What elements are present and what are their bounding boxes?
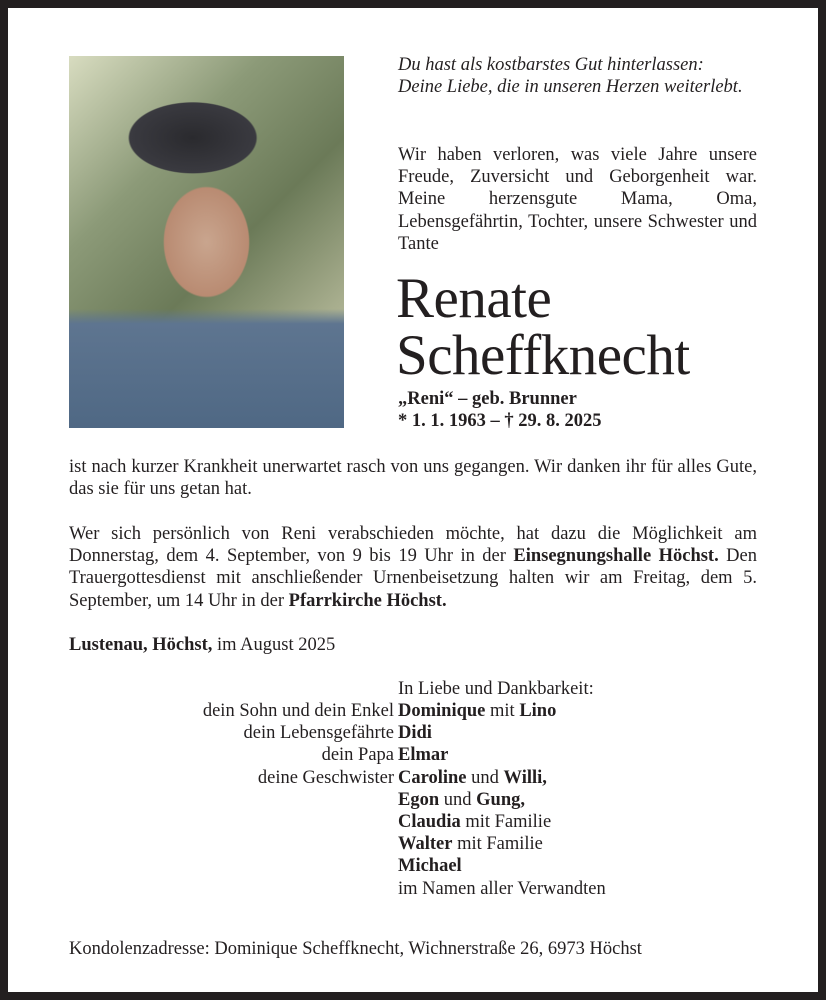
obituary-page [8, 8, 818, 992]
name-part: Walter [398, 834, 453, 855]
portrait-photo [69, 56, 344, 428]
relation-label [69, 833, 398, 855]
name-part: Caroline [398, 767, 467, 788]
relation-label: dein Lebensgefährte [243, 723, 394, 744]
t: Den Trauergottesdienst mit anschließender Urnenbeisetzung halten wir am Freitag, dem 5. September, um 14 Uhr in der [69, 546, 757, 611]
condolence-address: Kondolenzadresse: Dominique Scheffknecht, Wichnerstraße 26, 6973 Höchst [69, 939, 642, 959]
relation-label [69, 811, 398, 833]
name-part: Elmar [398, 745, 449, 766]
name-part: Willi, [503, 767, 547, 788]
t: Wer sich persönlich von Reni verabschieden möchte, hat dazu die Möglichkeit am Donnerstag, dem 4. September, von 9 bis 19 Uhr in der [69, 524, 757, 567]
relative-names [398, 722, 432, 744]
signature-row [69, 855, 769, 877]
name-part: mit [485, 701, 520, 721]
relative-names [398, 744, 448, 766]
last-name: Scheffknecht [396, 324, 690, 387]
name-part: mit Familie [460, 811, 552, 832]
venue: Einsegnungshalle Höchst. [513, 546, 719, 567]
name-part: Gung, [476, 789, 525, 810]
deceased-name [396, 267, 690, 387]
farewell-text [69, 523, 757, 612]
first-name: Renate [396, 267, 552, 330]
signature-row [69, 722, 769, 744]
name-part: Didi [398, 723, 432, 744]
name-part: im Namen aller Verwandten [398, 878, 606, 899]
relation-label: dein Sohn und dein Enkel [202, 701, 394, 721]
signature-row [69, 811, 769, 833]
name-part: Michael [398, 856, 462, 877]
place: Lustenau, Höchst, [69, 635, 213, 655]
date: im August 2025 [212, 635, 336, 655]
life-dates: * 1. 1. 1963 – † 29. 8. 2025 [398, 411, 602, 432]
venue: Pfarrkirche Höchst. [288, 590, 447, 611]
relative-names [398, 789, 525, 811]
intro-text: Wir haben verloren, was viele Jahre unsere Freude, Zuversicht und Geborgenheit war. Meine herzensgute Mama, Oma, Lebensgefährtin, Tochter, unsere Schwester und Tante [398, 145, 757, 254]
signature-row [69, 767, 769, 789]
relation-label [69, 789, 398, 811]
signatures [69, 700, 769, 900]
place-date [69, 634, 335, 656]
nickname: „Reni“ – geb. Brunner [398, 389, 577, 409]
passing-text: ist nach kurzer Krankheit unerwartet rasch von uns gegangen. Wir danken ihr für alles Gute, das sie für uns getan hat. [69, 457, 757, 500]
thanks-line: In Liebe und Dankbarkeit: [398, 679, 594, 699]
name-details [398, 388, 602, 432]
relative-names [398, 855, 462, 877]
name-part: Dominique [398, 701, 486, 721]
relation-label: deine Geschwister [257, 767, 394, 788]
signature-row [69, 789, 769, 811]
signature-row [69, 878, 769, 900]
relation-label [69, 855, 398, 877]
signature-row [69, 744, 769, 766]
relative-names [398, 811, 551, 833]
signature-row [69, 700, 769, 722]
relative-names [398, 700, 556, 722]
relative-names [398, 767, 547, 789]
relative-names [398, 878, 606, 900]
name-part: und [439, 789, 477, 810]
relative-names [398, 833, 543, 855]
name-part: und [466, 767, 504, 788]
quote [398, 54, 743, 98]
name-part: Egon [398, 789, 440, 810]
relation-label: dein Papa [321, 745, 394, 766]
name-part: mit Familie [452, 834, 543, 855]
quote-line: Deine Liebe, die in unseren Herzen weiterlebt. [398, 77, 743, 98]
name-part: Lino [519, 701, 557, 721]
quote-line: Du hast als kostbarstes Gut hinterlassen: [398, 55, 704, 75]
relation-label [69, 878, 398, 900]
name-part: Claudia [398, 811, 461, 832]
signature-row [69, 833, 769, 855]
